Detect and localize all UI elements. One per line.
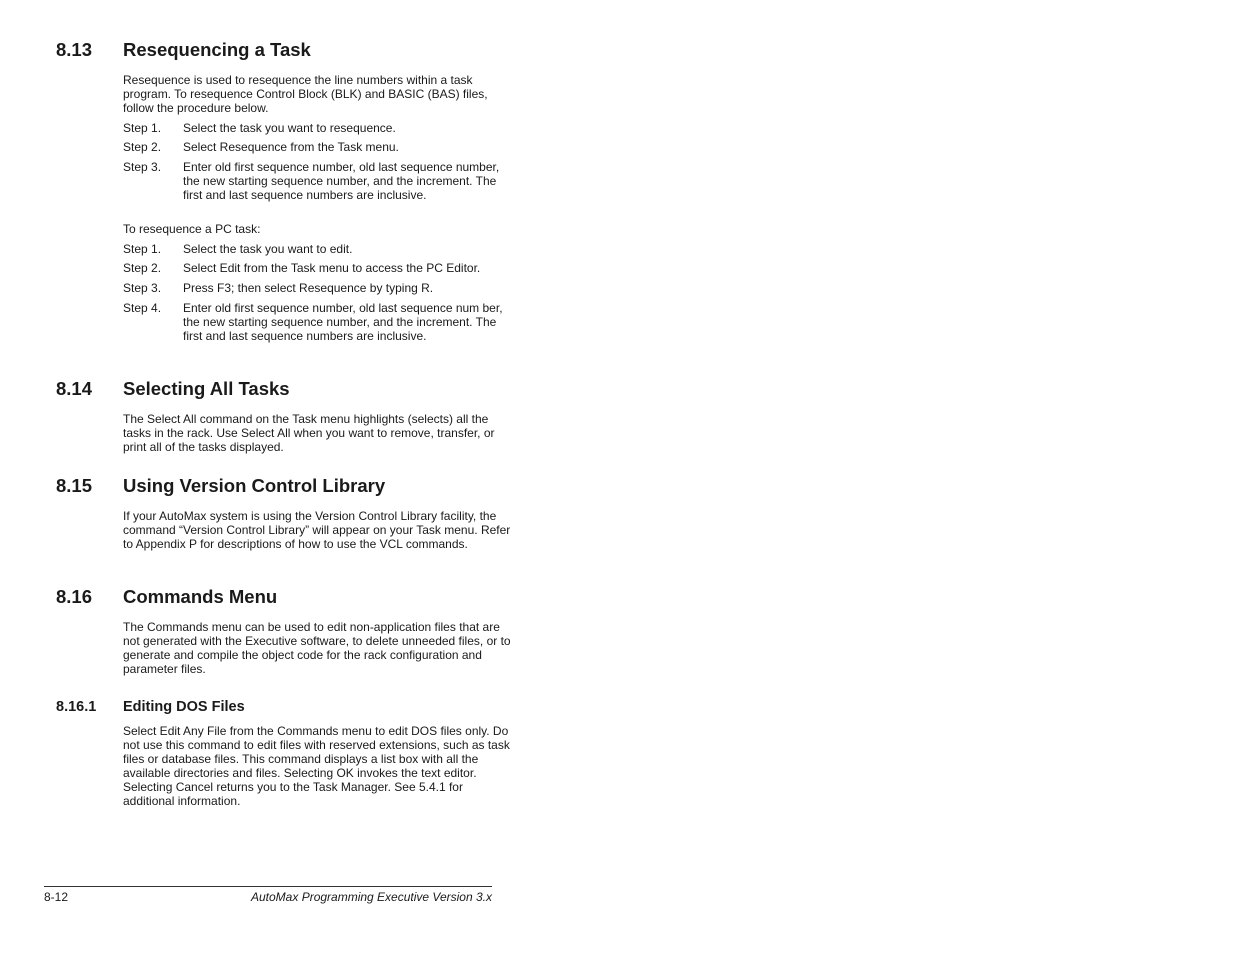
- section-title: Selecting All Tasks: [123, 378, 290, 399]
- step-label: Step 3.: [123, 160, 162, 174]
- step-text: Press F3; then select Resequence by typing R.: [183, 281, 434, 295]
- section-title: Resequencing a Task: [123, 39, 311, 60]
- section-intro: Resequence is used to resequence the line numbers within a task program. To resequence Control Block (BLK) and BASIC (BAS) files, follow the procedure below.: [123, 73, 488, 115]
- section-body: If your AutoMax system is using the Version Control Library facility, the command “Version Control Library” will appear on your Task menu. Refer to Appendix P for descriptions of how to use the VCL commands.: [123, 509, 511, 551]
- section-heading-8-13: [56, 39, 311, 61]
- subsection-heading-8-16-1: [56, 698, 245, 716]
- section-body: Select Edit Any File from the Commands menu to edit DOS files only. Do not use this command to edit files with reserved extensions, such as task files or database files. This command displays a list box with all the available directories and files. Selecting OK invokes the text editor. Selecting Cancel returns you to the Task Manager. See 5.4.1 for additional information.: [123, 724, 510, 808]
- step-label: Step 2.: [123, 140, 162, 154]
- step-label: Step 3.: [123, 281, 162, 295]
- step-text: Enter old first sequence number, old last sequence num ber, the new starting sequence number, and the increment. The first and last sequence numbers are inclusive.: [183, 301, 503, 343]
- step-text: Select the task you want to resequence.: [183, 121, 396, 135]
- section-number: 8.13: [56, 39, 93, 60]
- step-label: Step 1.: [123, 242, 162, 256]
- section-title: Editing DOS Files: [123, 699, 245, 715]
- section-number: 8.16.1: [56, 699, 97, 715]
- section-heading-8-14: [56, 378, 290, 400]
- step-item: [123, 160, 513, 202]
- footer-doc-title: AutoMax Programming Executive Version 3.x: [251, 890, 492, 904]
- section-title: Commands Menu: [123, 586, 278, 607]
- section-body: The Commands menu can be used to edit non-application files that are not generated with the Executive software, to delete unneeded files, or to generate and compile the object code for the rack configuration and parameter files.: [123, 620, 511, 676]
- section-heading-8-16: [56, 586, 277, 608]
- section-body: The Select All command on the Task menu highlights (selects) all the tasks in the rack. Use Select All when you want to remove, transfer, or print all of the tasks displayed.: [123, 412, 495, 454]
- step-text: Select the task you want to edit.: [183, 242, 353, 256]
- step-label: Step 2.: [123, 261, 162, 275]
- step-item: [123, 261, 513, 275]
- step-item: [123, 140, 513, 154]
- section-number: 8.15: [56, 475, 93, 496]
- footer-page-number: 8-12: [44, 890, 69, 904]
- section-number: 8.16: [56, 586, 93, 607]
- step-label: Step 4.: [123, 301, 162, 315]
- step-text: Enter old first sequence number, old last sequence number, the new starting sequence number, and the increment. The first and last sequence numbers are inclusive.: [183, 160, 500, 202]
- step-text: Select Resequence from the Task menu.: [183, 140, 399, 154]
- footer-divider: [44, 886, 492, 887]
- section-title: Using Version Control Library: [123, 475, 386, 496]
- step-item: [123, 301, 513, 343]
- step-text: Select Edit from the Task menu to access the PC Editor.: [183, 261, 481, 275]
- step-item: [123, 281, 513, 295]
- step-label: Step 1.: [123, 121, 162, 135]
- step-item: [123, 121, 513, 135]
- section-heading-8-15: [56, 475, 385, 497]
- step-item: [123, 242, 513, 256]
- section-number: 8.14: [56, 378, 93, 399]
- pc-intro: To resequence a PC task:: [123, 222, 261, 236]
